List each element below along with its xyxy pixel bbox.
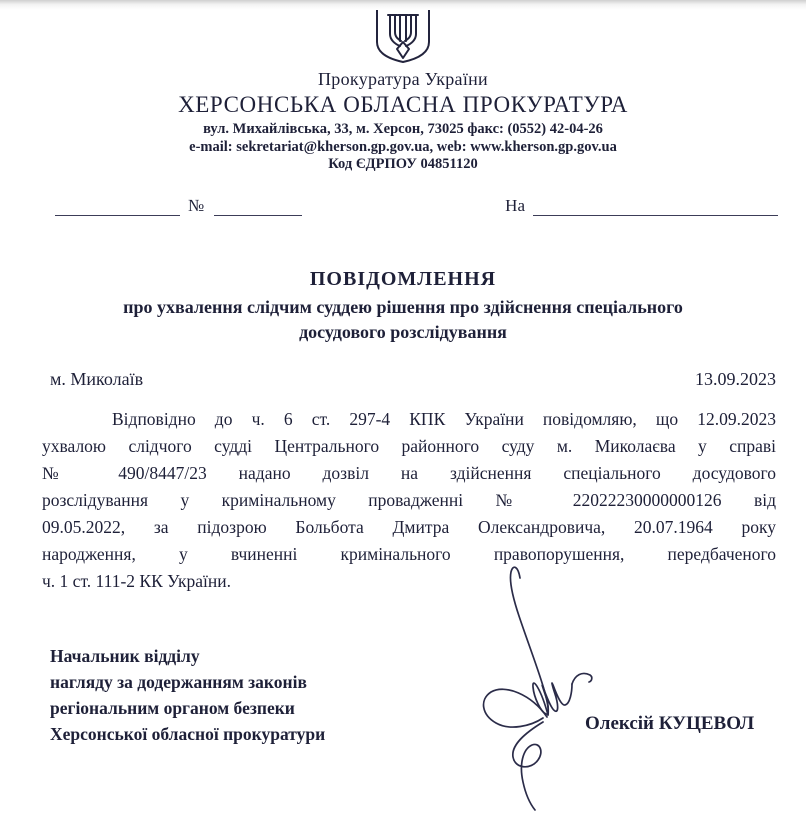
reference-row — [55, 196, 778, 216]
reply-blank-line — [533, 196, 778, 216]
signatory-line: регіональним органом безпеки — [50, 698, 295, 718]
letterhead — [0, 0, 806, 174]
body-paragraph — [42, 406, 776, 595]
doc-subtitle — [0, 295, 806, 345]
reply-to-group — [505, 196, 778, 216]
place-name: м. Миколаїв — [50, 368, 144, 389]
org-name: ХЕРСОНСЬКА ОБЛАСНА ПРОКУРАТУРА — [178, 92, 628, 117]
signatory-position-block — [50, 643, 325, 747]
number-label: № — [188, 195, 205, 215]
signatory-line: Херсонської обласної прокуратури — [50, 724, 326, 744]
body-line: ч. 1 ст. 111-2 КК України. — [42, 570, 231, 591]
body-line: № 490/8447/23 надано дозвіл на здійснення спеціального досудового — [42, 462, 776, 483]
body-line: Відповідно до ч. 6 ст. 297-4 КПК України повідомляю, що 12.09.2023 — [112, 408, 776, 429]
org-address: вул. Михайлівська, 33, м. Херсон, 73025 факс: (0552) 42-04-26 — [203, 121, 603, 137]
body-line: розслідування у кримінальному провадженні № 22022230000000126 від — [42, 489, 776, 510]
handwritten-signature — [468, 556, 643, 812]
date-blank-line — [55, 196, 180, 216]
reply-label: На — [505, 195, 525, 215]
title-block — [0, 268, 806, 345]
ukraine-trident-icon — [369, 5, 437, 65]
signatory-line: Начальник відділу — [50, 646, 200, 666]
body-line: народження, у вчиненні кримінального правопорушення, передбаченого — [42, 543, 776, 564]
place-date-row — [50, 369, 776, 390]
doc-date: 13.09.2023 — [695, 368, 776, 389]
body-line: ухвалою слідчого судді Центрального районного суду м. Миколаєва у справі — [42, 435, 776, 456]
number-blank-line — [214, 196, 302, 216]
signatory-line: нагляду за додержанням законів — [50, 672, 307, 692]
doc-subtitle-line1: про ухвалення слідчим суддею рішення про здійснення спеціального — [123, 296, 683, 317]
doc-title: ПОВІДОМЛЕННЯ — [309, 267, 497, 290]
org-edrpou-code: Код ЄДРПОУ 04851120 — [328, 156, 478, 172]
outgoing-number-group — [55, 196, 302, 216]
body-line: 09.05.2022, за підозрою Больбота Дмитра Олександровича, 20.07.1964 року — [42, 516, 776, 537]
signer-name: Олексій КУЦЕВОЛ — [585, 713, 755, 734]
org-contacts: e-mail: sekretariat@kherson.gp.gov.ua, web: www.kherson.gp.gov.ua — [189, 138, 617, 155]
org-parent-name: Прокуратура України — [318, 69, 488, 89]
doc-subtitle-line2: досудового розслідування — [299, 321, 507, 342]
